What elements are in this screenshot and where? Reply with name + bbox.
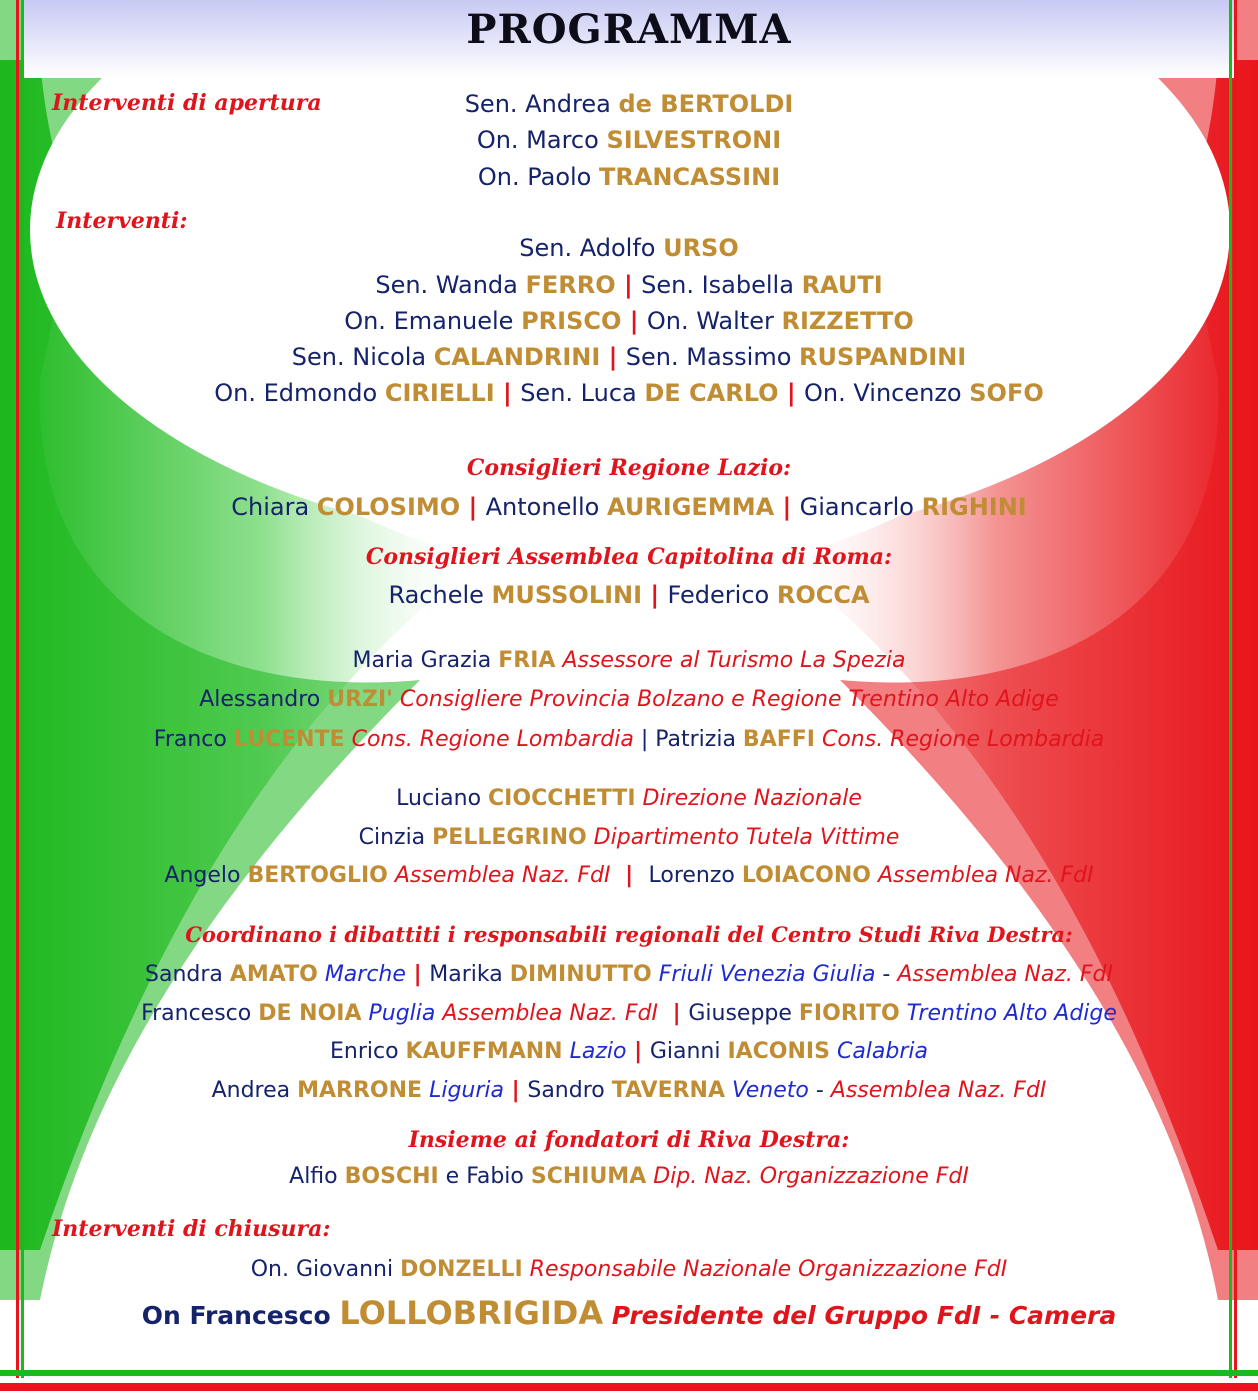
speaker-surname: TAVERNA [611,1078,725,1103]
separator: | [615,271,642,299]
speaker-title-text: Alessandro [199,687,328,712]
speaker-title-text: On. Walter [646,307,782,335]
speaker-title-text: On. Edmondo [214,379,385,407]
speaker-surname: CIOCCHETTI [488,786,636,811]
speaker-region: Puglia [361,1001,436,1026]
speaker-surname: SOFO [969,379,1044,407]
section-heading-insieme: Insieme ai fondatori di Riva Destra: [408,1127,850,1153]
speaker-surname: BOSCHI [344,1164,439,1189]
speaker-surname: URSO [663,234,739,262]
speaker-title-text: Franco [153,727,234,752]
speaker-surname: SILVESTRONI [606,126,782,154]
separator: | [460,493,486,521]
speaker-surname: BERTOGLIO [247,863,388,888]
speaker-title-text: Maria Grazia [352,648,499,673]
speaker-surname: FIORITO [798,1001,900,1026]
speaker-title-text: Lorenzo [648,863,742,888]
speaker-role: Consigliere Provincia Bolzano e Regione Trentino Alto Adige [392,687,1059,712]
speaker-title-text: Enrico [329,1039,406,1064]
speaker-role: Presidente del Gruppo FdI - Camera [603,1301,1117,1330]
speaker-title-text: Sen. Andrea [464,90,619,118]
speaker-surname: DIMINUTTO [509,962,652,987]
separator: | [626,1039,650,1064]
speaker-region: Trentino Alto Adige [899,1001,1117,1026]
speaker-title-text: Sen. Isabella [641,271,802,299]
separator: | [405,962,430,987]
speaker-title-text: On. Vincenzo [804,379,970,407]
speaker-line [0,379,1258,407]
speaker-line [0,1257,1258,1282]
section-heading-interventi: Interventi: [56,208,188,234]
speaker-line [0,1039,1258,1064]
speaker-surname: TRANCASSINI [598,163,781,191]
speaker-title-text: Giancarlo [799,493,922,521]
speaker-surname: BAFFI [742,727,815,752]
speaker-surname: CALANDRINI [433,343,601,371]
speaker-title-text: On. Paolo [477,163,599,191]
separator: | [642,581,668,609]
section-heading-apertura: Interventi di apertura [52,90,322,116]
speaker-line [0,648,1258,673]
speaker-line [0,163,1258,191]
speaker-surname: DE CARLO [644,379,779,407]
speaker-surname: LOLLOBRIGIDA [339,1294,604,1332]
speaker-title-text: Andrea [211,1078,298,1103]
speaker-role: Assemblea Naz. FdI [870,863,1094,888]
speaker-title-text: On. Emanuele [344,307,522,335]
speaker-surname: LUCENTE [233,727,345,752]
separator: | [774,493,800,521]
speaker-role: Assemblea Naz. FdI [435,1001,665,1026]
speaker-surname: FERRO [525,271,616,299]
speaker-role: Responsabile Nazionale Organizzazione FdI [522,1257,1008,1282]
speaker-title-text: Patrizia [655,727,743,752]
speaker-title-text: Giuseppe [688,1001,799,1026]
speaker-title-text: e Fabio [438,1164,531,1189]
speaker-title-text: Sen. Wanda [375,271,526,299]
speaker-title-text: Cinzia [358,825,433,850]
speaker-title-text: Gianni [649,1039,728,1064]
speaker-region: Friuli Venezia Giulia [651,962,876,987]
speaker-title-text: | [633,727,656,752]
speaker-title-text: On. Giovanni [250,1257,401,1282]
separator: | [664,1001,689,1026]
section-heading-coordinano: Coordinano i dibattiti i responsabili regionali del Centro Studi Riva Destra: [185,922,1073,947]
speaker-role: Assemblea Naz. FdI [830,1078,1047,1103]
speaker-region: Calabria [829,1039,929,1064]
speaker-role: Cons. Regione Lombardia [344,727,634,752]
speaker-title-text: Rachele [388,581,492,609]
speaker-title-text: On Francesco [141,1301,340,1330]
speaker-surname: PELLEGRINO [432,825,587,850]
speaker-line [0,307,1258,335]
speaker-line [0,727,1258,752]
speaker-surname: MARRONE [297,1078,423,1103]
speaker-surname: PRISCO [521,307,622,335]
speaker-line [0,687,1258,712]
section-heading-chiusura: Interventi di chiusura: [52,1216,331,1242]
speaker-title-text: Sandro [527,1078,612,1103]
speaker-title-text: Sen. Nicola [291,343,434,371]
speaker-surname: IACONIS [727,1039,830,1064]
speaker-surname: COLOSIMO [316,493,461,521]
speaker-region: Veneto [725,1078,809,1103]
speaker-line [0,90,1258,118]
speaker-line [0,863,1258,888]
speaker-surname: SCHIUMA [530,1164,647,1189]
speaker-role: Dipartimento Tutela Vittime [586,825,900,850]
speaker-region: Liguria [422,1078,504,1103]
speaker-title-text: Marika [429,962,510,987]
section-heading-lazio: Consiglieri Regione Lazio: [466,455,792,481]
separator: | [621,307,647,335]
separator: - [808,1078,831,1103]
speaker-title-text: Luciano [396,786,489,811]
speaker-title-text: Alfio [289,1164,345,1189]
speaker-title-text: Angelo [164,863,248,888]
speaker-title-text: On. Marco [476,126,607,154]
speaker-line [0,962,1258,987]
speaker-surname: MUSSOLINI [491,581,643,609]
speaker-role: Assessore al Turismo La Spezia [555,648,906,673]
speaker-role: Direzione Nazionale [635,786,862,811]
speaker-surname: RIGHINI [921,493,1027,521]
page-title: PROGRAMMA [466,6,792,53]
separator: | [778,379,805,407]
speaker-line [0,1294,1258,1332]
speaker-surname: LOIACONO [741,863,871,888]
speaker-surname: DE NOIA [258,1001,362,1026]
speaker-line [0,1164,1258,1189]
speaker-line [0,271,1258,299]
speaker-line [0,493,1258,521]
speaker-title-text: Sandra [145,962,230,987]
section-heading-roma: Consiglieri Assemblea Capitolina di Roma: [365,544,893,570]
speaker-region: Lazio [562,1039,627,1064]
speaker-surname: KAUFFMANN [405,1039,563,1064]
speaker-surname: de BERTOLDI [618,90,794,118]
speaker-line [0,343,1258,371]
separator: | [494,379,521,407]
speaker-title-text: Antonello [485,493,607,521]
speaker-surname: ROCCA [776,581,870,609]
speaker-line [0,825,1258,850]
speaker-line [0,581,1258,609]
speaker-title-text: Chiara [231,493,317,521]
speaker-line [0,126,1258,154]
speaker-surname: RAUTI [801,271,883,299]
speaker-surname: RUSPANDINI [799,343,967,371]
speaker-surname: AURIGEMMA [607,493,775,521]
speaker-title-text: Francesco [141,1001,259,1026]
separator: | [617,863,649,888]
separator: | [600,343,626,371]
speaker-surname: URZI' [327,687,393,712]
speaker-surname: CIRIELLI [384,379,495,407]
speaker-surname: RIZZETTO [781,307,914,335]
speaker-region: Marche [317,962,406,987]
speaker-role: Cons. Regione Lombardia [814,727,1105,752]
speaker-surname: DONZELLI [400,1257,523,1282]
speaker-role: Assemblea Naz. FdI [897,962,1113,987]
speaker-line [0,234,1258,262]
speaker-role: Assemblea Naz. FdI [387,863,618,888]
speaker-surname: FRIA [498,648,556,673]
speaker-surname: AMATO [229,962,318,987]
speaker-title-text: Federico [667,581,777,609]
speaker-line [0,1001,1258,1026]
speaker-line [0,786,1258,811]
speaker-line [0,1078,1258,1103]
separator: - [875,962,898,987]
speaker-title-text: Sen. Luca [520,379,645,407]
speaker-role: Dip. Naz. Organizzazione FdI [646,1164,969,1189]
speaker-title-text: Sen. Massimo [625,343,800,371]
separator: | [504,1078,528,1103]
speaker-title-text: Sen. Adolfo [519,234,664,262]
